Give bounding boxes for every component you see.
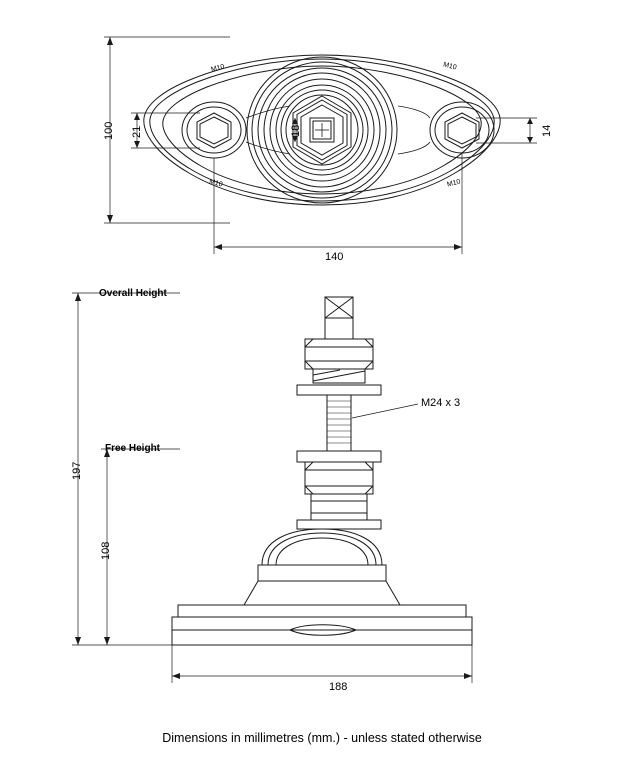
top-view-left-fixing-hole: [182, 102, 246, 158]
side-view-dimensions: [72, 293, 472, 683]
dimensions-note: Dimensions in millimetres (mm.) - unless stated otherwise: [162, 731, 482, 745]
top-view-thread-callout-top-left: M10: [210, 63, 226, 74]
top-view-right-fixing-hole: [430, 102, 494, 158]
top-view-thread-callout-bottom-left: M10: [208, 178, 224, 189]
free-height-dim: 108: [100, 541, 112, 560]
overall-height-dim: 197: [71, 461, 83, 480]
overall-height-label: Overall Height: [99, 288, 167, 299]
base-width-dim: 188: [329, 681, 348, 693]
top-view-centre-bore-dim: 18: [290, 124, 302, 137]
top-view-centre-cross: [315, 123, 329, 137]
top-view-width-dim: 140: [325, 251, 344, 263]
top-view-thread-callout-bottom-right: M10: [446, 178, 462, 189]
free-height-label: Free Height: [105, 443, 161, 454]
top-view-thread-callout-top-right: M10: [442, 61, 458, 72]
stud-thread-callout: M24 x 3: [421, 397, 461, 409]
side-view-assembly: [172, 297, 472, 645]
top-view-height-dim: 100: [103, 121, 115, 140]
top-view-left-hole-dim: 21: [131, 125, 143, 138]
top-view-right-hole-dim: 14: [541, 124, 553, 137]
top-view-dimensions: [104, 37, 537, 254]
top-view-web-lines: [246, 106, 430, 154]
